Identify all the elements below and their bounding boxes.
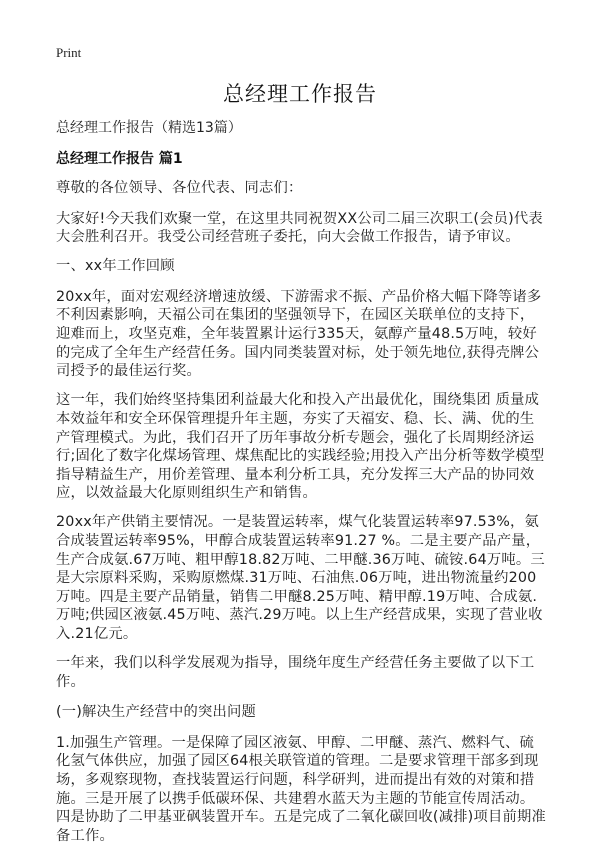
- paragraph-production-stats: 20xx年产供销主要情况。一是装置运转率，煤气化装置运转率97.53%，氨合成装置运转率95%，甲醇合成装置运转率91.27 %。二是主要产品产量，生产合成氨.67万吨、粗甲醇18.82万吨、二甲醚.36万吨、硫铵.64万吨。三是大宗原料采购，采购原燃煤.31万吨、石油焦.06万吨，进出物流量约200万吨。四是主要产品销量，销售二甲醚8.25万吨、精甲醇.19万吨、合成氨.万吨;供园区液氨.45万吨、蒸汽.29万吨。以上生产经营成果，实现了营业收入.21亿元。: [56, 514, 545, 642]
- document-body: [56, 118, 548, 856]
- page-title: 总经理工作报告: [223, 82, 377, 106]
- paragraph-work-intro: 一年来，我们以科学发展观为指导，围绕年度生产经营任务主要做了以下工作。: [56, 655, 535, 690]
- paragraph-production-management: 1.加强生产管理。一是保障了园区液氨、甲醇、二甲醚、蒸汽、燃料气、硫化氢气体供应，加强了园区64根关联管道的管理。二是要求管理干部多到现场，多观察现物，查找装置运行问题，科学研判，进而提出有效的对策和措施。三是开展了以携手低碳环保、共建碧水蓝天为主题的节能宣传周活动。四是协助了二甲基亚砜装置开车。五是完成了二氧化碳回收(减排)项目前期准备工作。: [56, 734, 546, 844]
- document-subtitle: 总经理工作报告（精选13篇）: [56, 120, 242, 136]
- paragraph-opening: 大家好!今天我们欢聚一堂，在这里共同祝贺XX公司二届三次职工(会员)代表大会胜利召开。我受公司经营班子委托，向大会做工作报告，请予审议。: [56, 210, 543, 246]
- paragraph-year-summary: 20xx年，面对宏观经济增速放缓、下游需求不振、产品价格大幅下降等诸多不利因素影响，天福公司在集团的坚强领导下，在园区关联单位的支持下，迎难而上，攻坚克难，全年装置累计运行335天，氨醇产量48.5万吨，较好的完成了全年生产经营任务。国内同类装置对标，处于领先地位,获得壳牌公司授予的最佳运行奖。: [56, 288, 542, 380]
- salutation: 尊敬的各位领导、各位代表、同志们：: [56, 180, 303, 196]
- print-label: Print: [56, 45, 82, 60]
- section-heading: 总经理工作报告 篇1: [56, 151, 183, 167]
- heading-year-review: 一、xx年工作回顾: [56, 258, 175, 275]
- paragraph-management: 这一年，我们始终坚持集团利益最大化和投入产出最优化，围绕集团 质量成本效益年和安全环保管理提升年主题，夯实了天福安、稳、长、满、优的生产管理模式。为此，我们召开了历年事故分析专题会，强化了长周期经济运行;固化了数字化煤场管理、煤焦配比的实践经验;用投入产出分析等数学模型指导精益生产，用价差管理、量本利分析工具，充分发挥三大产品的协同效应，以效益最大化原则组织生产和销售。: [56, 392, 545, 502]
- heading-problems: (一)解决生产经营中的突出问题: [56, 704, 257, 721]
